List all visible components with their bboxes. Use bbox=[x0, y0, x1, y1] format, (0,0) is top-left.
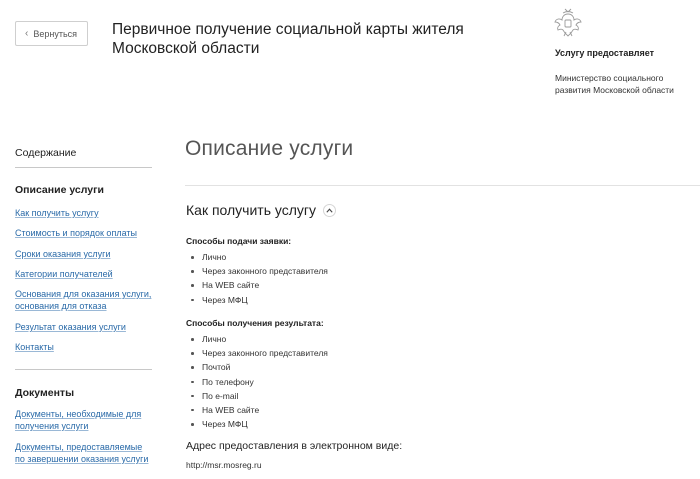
result-methods-label: Способы получения результата: bbox=[186, 318, 324, 328]
sidebar-section-documents: Документы bbox=[15, 387, 75, 399]
section-divider bbox=[185, 185, 700, 186]
list-item: По e-mail bbox=[191, 389, 328, 403]
sidebar-link-cost[interactable]: Стоимость и порядок оплаты bbox=[15, 228, 137, 238]
collapse-button[interactable] bbox=[323, 204, 336, 217]
list-item: Через законного представителя bbox=[191, 264, 328, 278]
list-item: На WEB сайте bbox=[191, 278, 328, 292]
list-item: Почтой bbox=[191, 360, 328, 374]
chevron-up-icon bbox=[326, 208, 333, 213]
provider-label: Услугу предоставляет bbox=[555, 48, 655, 58]
sidebar-divider bbox=[15, 167, 152, 168]
sidebar-link-grounds[interactable]: Основания для оказания услуги, основания для отказа bbox=[15, 289, 152, 311]
list-item: По телефону bbox=[191, 375, 328, 389]
result-methods-list bbox=[191, 332, 328, 431]
sidebar-section-service: Описание услуги bbox=[15, 184, 104, 196]
back-button-label: Вернуться bbox=[33, 28, 78, 39]
subsection-header bbox=[186, 202, 336, 218]
electronic-address-value: http://msr.mosreg.ru bbox=[186, 460, 262, 470]
sidebar-link-recipients[interactable]: Категории получателей bbox=[15, 269, 113, 279]
submit-methods-label: Способы подачи заявки: bbox=[186, 236, 292, 246]
sidebar-link-contacts[interactable]: Контакты bbox=[15, 342, 54, 352]
back-button[interactable] bbox=[15, 21, 88, 46]
list-item: На WEB сайте bbox=[191, 403, 328, 417]
sidebar-contents-heading: Содержание bbox=[15, 147, 77, 159]
list-item: Лично bbox=[191, 332, 328, 346]
list-item: Через МФЦ bbox=[191, 293, 328, 307]
subsection-title: Как получить услугу bbox=[186, 202, 317, 218]
list-item: Через законного представителя bbox=[191, 346, 328, 360]
sidebar-link-required-documents[interactable]: Документы, необходимые для получения услуги bbox=[15, 409, 142, 431]
submit-methods-list bbox=[191, 250, 328, 307]
electronic-address-label: Адрес предоставления в электронном виде: bbox=[186, 440, 403, 452]
list-item: Через МФЦ bbox=[191, 417, 328, 431]
sidebar-link-how-to-get[interactable]: Как получить услугу bbox=[15, 208, 99, 218]
sidebar-link-terms[interactable]: Сроки оказания услуги bbox=[15, 249, 111, 259]
coat-of-arms-icon bbox=[554, 8, 582, 38]
sidebar-link-issued-documents[interactable]: Документы, предоставляемые по завершении оказания услуги bbox=[15, 442, 149, 464]
sidebar-link-result[interactable]: Результат оказания услуги bbox=[15, 322, 126, 332]
sidebar-divider bbox=[15, 369, 152, 370]
page-title: Первичное получение социальной карты жителя Московской области bbox=[112, 21, 464, 57]
section-title: Описание услуги bbox=[185, 137, 354, 160]
provider-name: Министерство социального развития Московской области bbox=[555, 73, 674, 95]
chevron-left-icon: ‹ bbox=[25, 27, 29, 39]
list-item: Лично bbox=[191, 250, 328, 264]
